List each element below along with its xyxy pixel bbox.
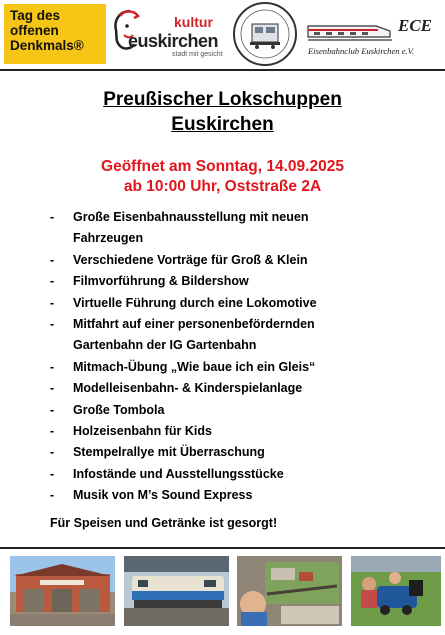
list-item: - Verschiedene Vorträge für Groß & Klein bbox=[50, 250, 370, 271]
opening-date: Geöffnet am Sonntag, 14.09.2025 bbox=[101, 158, 344, 175]
list-item: - Große Tombola bbox=[50, 400, 370, 421]
list-item: - Mitmach-Übung „Wie baue ich ein Gleis“ bbox=[50, 357, 370, 378]
ece-abbreviation: ECE bbox=[398, 16, 433, 35]
garden-railway-photo bbox=[351, 556, 441, 626]
ece-full-name: Eisenbahnclub Euskirchen e.V. bbox=[308, 46, 414, 56]
list-item: - Virtuelle Führung durch eine Lokomotive bbox=[50, 293, 370, 314]
header bbox=[0, 0, 445, 68]
diesel-locomotive-photo bbox=[124, 556, 229, 626]
locomotive-shed-photo bbox=[10, 556, 115, 626]
locomotive-seal-icon bbox=[235, 4, 295, 64]
ece-logo bbox=[306, 6, 440, 62]
euskirchen-text: euskirchen bbox=[128, 31, 219, 51]
list-item: - Stempelrallye mit Überraschung bbox=[50, 442, 370, 463]
list-item: - Mitfahrt auf einer personenbefördernden Gartenbahn der IG Gartenbahn bbox=[50, 314, 370, 357]
list-item: - Infostände und Ausstellungsstücke bbox=[50, 464, 370, 485]
footer-divider bbox=[0, 547, 445, 549]
page-title-line1: Preußischer Lokschuppen bbox=[103, 89, 342, 110]
model-railway-photo bbox=[237, 556, 342, 626]
tag-des-offenen-denkmals-logo bbox=[4, 4, 106, 64]
catering-note: Für Speisen und Getränke ist gesorgt! bbox=[50, 516, 278, 530]
opening-time-location: ab 10:00 Uhr, Oststraße 2A bbox=[123, 178, 322, 195]
program-list bbox=[50, 207, 370, 507]
tdo-line3: Denkmals® bbox=[10, 38, 84, 53]
list-item: - Musik von M’s Sound Express bbox=[50, 485, 370, 506]
header-divider bbox=[0, 69, 445, 71]
train-icon bbox=[306, 20, 394, 42]
page-title-line2: Euskirchen bbox=[171, 114, 274, 135]
kultur-text: kultur bbox=[174, 14, 213, 30]
list-item: - Filmvorführung & Bildershow bbox=[50, 271, 370, 292]
kultur-tagline: stadt mit gesicht bbox=[172, 51, 223, 58]
list-item: - Holzeisenbahn für Kids bbox=[50, 421, 370, 442]
tdo-line2: offenen bbox=[10, 23, 59, 38]
list-item: - Große Eisenbahnausstellung mit neuen Fahrzeugen bbox=[50, 207, 370, 250]
kultur-euskirchen-logo bbox=[112, 6, 222, 62]
list-item: - Modelleisenbahn- & Kinderspielanlage bbox=[50, 378, 370, 399]
eisenbahnfreunde-seal-logo bbox=[233, 2, 297, 66]
tdo-line1: Tag des bbox=[10, 8, 61, 23]
